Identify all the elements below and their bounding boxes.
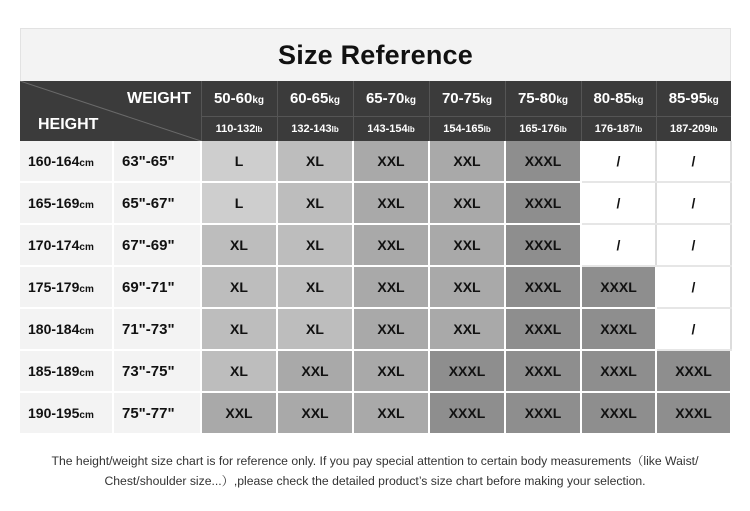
weight-lb-header	[277, 117, 353, 142]
table-row	[20, 141, 731, 182]
height-cm-cell	[20, 392, 113, 434]
height-inch-cell: 73"-75"	[113, 350, 201, 392]
size-cell: XL	[201, 224, 277, 266]
table-row	[20, 182, 731, 224]
height-inch-cell: 71"-73"	[113, 308, 201, 350]
height-cm-range: 175-179	[28, 279, 80, 295]
kg-unit: kg	[556, 95, 569, 106]
kg-unit: kg	[480, 95, 493, 106]
size-cell: /	[581, 141, 656, 182]
weight-kg-range: 75-80	[517, 90, 557, 107]
height-label: HEIGHT	[38, 116, 99, 133]
weight-lb-range: 176-187	[594, 123, 636, 135]
cm-unit: cm	[79, 158, 94, 169]
size-cell: XXXL	[581, 308, 656, 350]
weight-label: WEIGHT	[127, 90, 191, 107]
weight-lb-range: 165-176	[519, 123, 560, 135]
kg-unit: kg	[707, 95, 719, 106]
weight-kg-header	[581, 81, 656, 117]
kg-unit: kg	[252, 95, 265, 106]
size-cell: XXL	[429, 141, 505, 182]
size-cell: XXXL	[505, 308, 581, 350]
lb-unit: lb	[559, 125, 567, 134]
weight-kg-range: 80-85	[593, 90, 632, 107]
height-cm-cell	[20, 224, 113, 266]
weight-kg-header	[277, 81, 353, 117]
size-cell: XXL	[353, 350, 429, 392]
height-cm-range: 165-169	[28, 195, 80, 211]
cm-unit: cm	[79, 410, 94, 421]
size-cell: XL	[201, 350, 277, 392]
size-cell: XL	[277, 266, 353, 308]
size-cell: XXL	[429, 308, 505, 350]
size-cell: XXXL	[505, 182, 581, 224]
height-cm-range: 180-184	[28, 321, 80, 337]
height-inch-cell: 75"-77"	[113, 392, 201, 434]
size-cell: XXXL	[656, 350, 731, 392]
size-cell: XXL	[277, 392, 353, 434]
height-inch-cell: 67"-69"	[113, 224, 201, 266]
weight-kg-header	[656, 81, 731, 117]
size-cell: XL	[277, 224, 353, 266]
kg-unit: kg	[328, 95, 341, 106]
weight-lb-range: 143-154	[367, 123, 408, 135]
size-cell: XXXL	[505, 266, 581, 308]
disclaimer-line-1: The height/weight size chart is for reference only. If you pay special attention to certain body measurements（like Waist/	[51, 454, 699, 468]
size-cell: XXL	[353, 224, 429, 266]
size-cell: /	[656, 141, 731, 182]
size-cell: XXL	[277, 350, 353, 392]
size-cell: L	[201, 182, 277, 224]
weight-kg-range: 85-95	[668, 90, 708, 107]
lb-unit: lb	[710, 125, 718, 134]
size-cell: XXL	[353, 308, 429, 350]
size-cell: XXXL	[581, 266, 656, 308]
size-cell: /	[581, 224, 656, 266]
table-row	[20, 350, 731, 392]
lb-unit: lb	[483, 125, 491, 134]
size-cell: XXXL	[581, 350, 656, 392]
size-cell: XXXL	[429, 392, 505, 434]
weight-kg-header	[353, 81, 429, 117]
size-cell: XXXL	[505, 392, 581, 434]
lb-unit: lb	[331, 125, 339, 134]
cm-unit: cm	[79, 368, 94, 379]
height-cm-range: 190-195	[28, 405, 80, 421]
height-inch-cell: 63"-65"	[113, 141, 201, 182]
weight-kg-range: 60-65	[289, 90, 329, 107]
size-cell: XXL	[429, 182, 505, 224]
kg-unit: kg	[631, 95, 644, 106]
size-cell: XL	[277, 308, 353, 350]
size-cell: XL	[201, 266, 277, 308]
size-cell: XXL	[429, 266, 505, 308]
cm-unit: cm	[79, 284, 94, 295]
height-cm-range: 185-189	[28, 363, 80, 379]
weight-lb-range: 154-165	[443, 123, 484, 135]
height-cm-range: 170-174	[28, 237, 80, 253]
cm-unit: cm	[79, 326, 94, 337]
size-cell: XXXL	[505, 350, 581, 392]
weight-kg-range: 50-60	[213, 90, 253, 107]
weight-lb-range: 187-209	[670, 123, 711, 135]
size-cell: XXL	[353, 141, 429, 182]
size-cell: /	[656, 266, 731, 308]
size-cell: L	[201, 141, 277, 182]
height-cm-cell	[20, 308, 113, 350]
weight-lb-range: 110-132	[215, 123, 256, 135]
size-cell: XL	[201, 308, 277, 350]
weight-lb-range: 132-143	[291, 123, 332, 135]
table-row	[20, 392, 731, 434]
cm-unit: cm	[79, 200, 94, 211]
size-cell: XXXL	[429, 350, 505, 392]
table-row	[20, 266, 731, 308]
size-cell: XL	[277, 141, 353, 182]
weight-kg-header	[429, 81, 505, 117]
size-chart	[20, 28, 731, 435]
lb-unit: lb	[255, 125, 263, 134]
table-row	[20, 308, 731, 350]
size-cell: XL	[277, 182, 353, 224]
weight-kg-range: 65-70	[365, 90, 405, 107]
weight-kg-header	[201, 81, 277, 117]
height-inch-cell: 69"-71"	[113, 266, 201, 308]
weight-kg-header	[505, 81, 581, 117]
size-cell: XXXL	[581, 392, 656, 434]
size-cell: XXL	[201, 392, 277, 434]
size-cell: XXL	[353, 182, 429, 224]
size-cell: /	[656, 308, 731, 350]
disclaimer-line-2: Chest/shoulder size...）,please check the detailed product’s size chart before making your selection.	[104, 474, 646, 488]
weight-lb-header	[581, 117, 656, 142]
size-cell: XXL	[429, 224, 505, 266]
height-cm-cell	[20, 141, 113, 182]
table-row	[20, 224, 731, 266]
size-table	[20, 81, 732, 435]
weight-lb-header	[353, 117, 429, 142]
weight-lb-header	[656, 117, 731, 142]
size-cell: /	[656, 182, 731, 224]
header-corner	[20, 81, 201, 141]
height-cm-cell	[20, 350, 113, 392]
lb-unit: lb	[635, 125, 643, 134]
size-cell: XXXL	[505, 141, 581, 182]
kg-unit: kg	[404, 95, 417, 106]
height-cm-cell	[20, 182, 113, 224]
cm-unit: cm	[79, 242, 94, 253]
height-cm-range: 160-164	[28, 153, 80, 169]
weight-lb-header	[201, 117, 277, 142]
size-cell: /	[581, 182, 656, 224]
size-cell: /	[656, 224, 731, 266]
weight-lb-header	[505, 117, 581, 142]
lb-unit: lb	[407, 125, 415, 134]
size-cell: XXL	[353, 392, 429, 434]
height-cm-cell	[20, 266, 113, 308]
size-cell: XXXL	[505, 224, 581, 266]
size-cell: XXXL	[656, 392, 731, 434]
size-cell: XXL	[353, 266, 429, 308]
chart-title: Size Reference	[20, 28, 731, 81]
weight-lb-header	[429, 117, 505, 142]
weight-kg-range: 70-75	[441, 90, 481, 107]
height-inch-cell: 65"-67"	[113, 182, 201, 224]
